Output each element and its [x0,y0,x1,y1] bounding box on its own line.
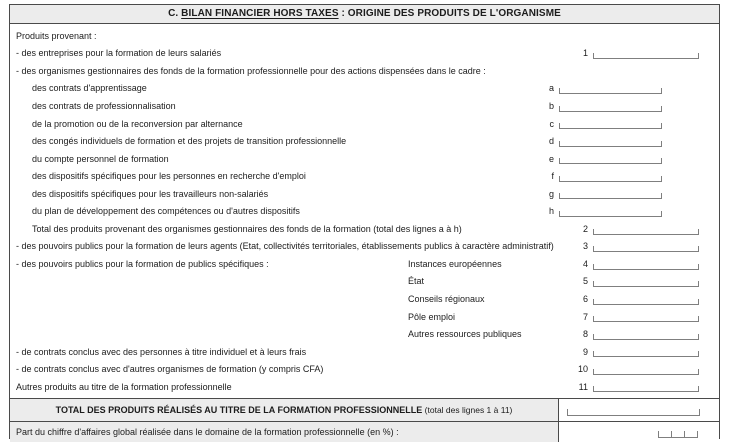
line-number-label: d [548,136,554,147]
row-sublabel: État [408,276,425,287]
form-row [10,220,719,238]
form-row [10,273,719,291]
amount-field-1[interactable] [593,53,699,59]
form-row [10,343,719,361]
row-label: Produits provenant : [16,30,97,41]
line-number-label: 4 [582,258,588,269]
row-label: des contrats de professionnalisation [32,100,176,111]
line-number-label: 5 [582,276,588,287]
form-row [10,325,719,343]
amount-field-2[interactable] [593,229,699,235]
row-label: des contrats d'apprentissage [32,83,147,94]
line-number-label: 6 [582,293,588,304]
form-title-prefix: C. [168,8,182,19]
line-number-label: 7 [582,311,588,322]
form-row [10,27,719,45]
row-label: des dispositifs spécifiques pour les travailleurs non-salariés [32,188,269,199]
bilan-financier-form [9,4,720,439]
form-row [10,308,719,326]
form-row [10,132,719,150]
percent-input-field[interactable] [658,431,698,438]
percent-field-cell [559,422,719,442]
line-number-label: f [551,171,554,182]
form-title-underlined: BILAN FINANCIER HORS TAXES [181,8,339,19]
amount-field-4[interactable] [593,264,699,270]
percent-digit-cell[interactable] [684,431,698,438]
amount-field-c[interactable] [559,123,662,129]
line-number-label: c [549,118,554,129]
amount-field-d[interactable] [559,141,662,147]
amount-field-7[interactable] [593,316,699,322]
row-sublabel: Conseils régionaux [408,293,485,304]
amount-field-5[interactable] [593,281,699,287]
total-label-bold: TOTAL DES PRODUITS RÉALISÉS AU TITRE DE LA FORMATION PROFESSIONNELLE [55,405,423,415]
row-label: du plan de développement des compétences ou d'autres dispositifs [32,206,300,217]
form-title-suffix: : ORIGINE DES PRODUITS DE L'ORGANISME [338,8,561,19]
row-label: des dispositifs spécifiques pour les personnes en recherche d'emploi [32,171,306,182]
row-label: Autres produits au titre de la formation professionnelle [16,381,232,392]
percent-label-cell [10,422,559,442]
form-row [10,290,719,308]
form-row [10,360,719,378]
row-sublabel: Pôle emploi [408,311,456,322]
percent-digit-cell[interactable] [671,431,684,438]
amount-field-10[interactable] [593,369,699,375]
row-sublabel: Instances européennes [408,258,502,269]
form-row [10,115,719,133]
line-number-label: e [548,153,554,164]
total-field-cell [559,399,719,421]
amount-field-9[interactable] [593,351,699,357]
amount-field-g[interactable] [559,193,662,199]
amount-field-3[interactable] [593,246,699,252]
amount-field-8[interactable] [593,334,699,340]
total-label-cell [10,399,559,421]
row-label: de la promotion ou de la reconversion par alternance [32,118,243,129]
total-row [10,398,719,421]
line-number-label: h [548,206,554,217]
line-number-label: 11 [578,381,588,392]
form-row [10,202,719,220]
row-sublabel: Autres ressources publiques [408,329,522,340]
form-row [10,167,719,185]
form-row [10,62,719,80]
form-row [10,150,719,168]
form-row [10,185,719,203]
form-title [10,5,719,24]
row-label: du compte personnel de formation [32,153,169,164]
total-label [56,405,513,415]
line-number-label: 9 [582,346,588,357]
amount-field-f[interactable] [559,176,662,182]
amount-field-b[interactable] [559,106,662,112]
row-label: - de contrats conclus avec des personnes à titre individuel et à leurs frais [16,346,307,357]
line-number-label: g [548,188,554,199]
row-label: - des pouvoirs publics pour la formation de leurs agents (Etat, collectivités territoriales, établissements publics à caractère administratif) [16,241,554,252]
line-number-label: 10 [577,364,588,375]
total-amount-field[interactable] [567,409,700,416]
form-row [10,45,719,63]
row-label: Total des produits provenant des organismes gestionnaires des fonds de la formation (total des lignes a à h) [32,223,462,234]
amount-field-e[interactable] [559,158,662,164]
row-label: - des entreprises pour la formation de leurs salariés [16,48,222,59]
form-row [10,80,719,98]
line-number-label: a [548,83,554,94]
amount-field-6[interactable] [593,299,699,305]
row-label: - de contrats conclus avec d'autres organismes de formation (y compris CFA) [16,364,324,375]
line-number-label: 3 [582,241,588,252]
form-row [10,255,719,273]
percent-row [10,421,719,442]
line-number-label: 1 [582,48,588,59]
form-row [10,378,719,396]
total-label-note: (total des lignes 1 à 11) [422,405,513,415]
form-row [10,238,719,256]
line-number-label: b [548,100,554,111]
line-number-label: 8 [582,329,588,340]
amount-field-h[interactable] [559,211,662,217]
row-label: - des organismes gestionnaires des fonds de la formation professionnelle pour des actions dispensées dans le cadre : [16,65,486,76]
line-number-label: 2 [582,223,588,234]
amount-field-11[interactable] [593,386,699,392]
row-label: - des pouvoirs publics pour la formation de publics spécifiques : [16,258,269,269]
amount-field-a[interactable] [559,88,662,94]
percent-label: Part du chiffre d'affaires global réalisée dans le domaine de la formation professionnelle (en %) : [16,427,399,437]
form-row [10,97,719,115]
row-label: des congés individuels de formation et des projets de transition professionnelle [32,136,347,147]
form-body [10,24,719,398]
percent-digit-cell[interactable] [658,431,671,438]
